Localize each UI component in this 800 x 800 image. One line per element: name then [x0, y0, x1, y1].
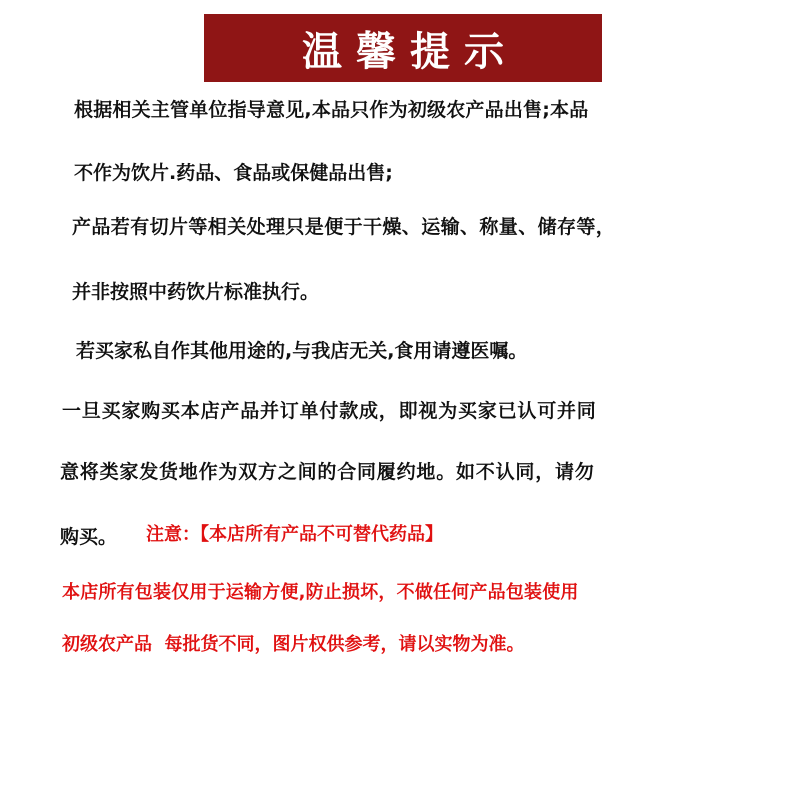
notice-line-5: 若买家私自作其他用途的,与我店无关,食用请遵医嘱。 — [76, 340, 528, 362]
notice-line-7: 意将类家发货地作为双方之间的合同履约地。如不认同，请勿 — [60, 461, 595, 483]
notice-packaging-line: 本店所有包装仅用于运输方便,防止损坏，不做任何产品包装使用 — [62, 582, 579, 603]
notice-line-2: 不作为饮片.药品、食品或保健品出售; — [74, 162, 393, 184]
notice-disclaimer-line: 初级农产品 每批货不同，图片权供参考，请以实物为准。 — [62, 634, 525, 655]
notice-line-3: 产品若有切片等相关处理只是便于干燥、运输、称量、储存等， — [72, 216, 616, 238]
page-title: 温馨提示 — [302, 27, 518, 75]
notice-line-1: 根据相关主管单位指导意见,本品只作为初级农产品出售;本品 — [74, 99, 589, 121]
notice-warning: 注意：【本店所有产品不可替代药品】 — [146, 524, 443, 545]
page-title-banner — [204, 14, 602, 82]
notice-line-4: 并非按照中药饮片标准执行。 — [72, 281, 320, 303]
notice-line-8: 购买。 — [60, 526, 118, 548]
notice-line-6: 一旦买家购买本店产品并订单付款成，即视为买家已认可并同 — [62, 400, 597, 422]
